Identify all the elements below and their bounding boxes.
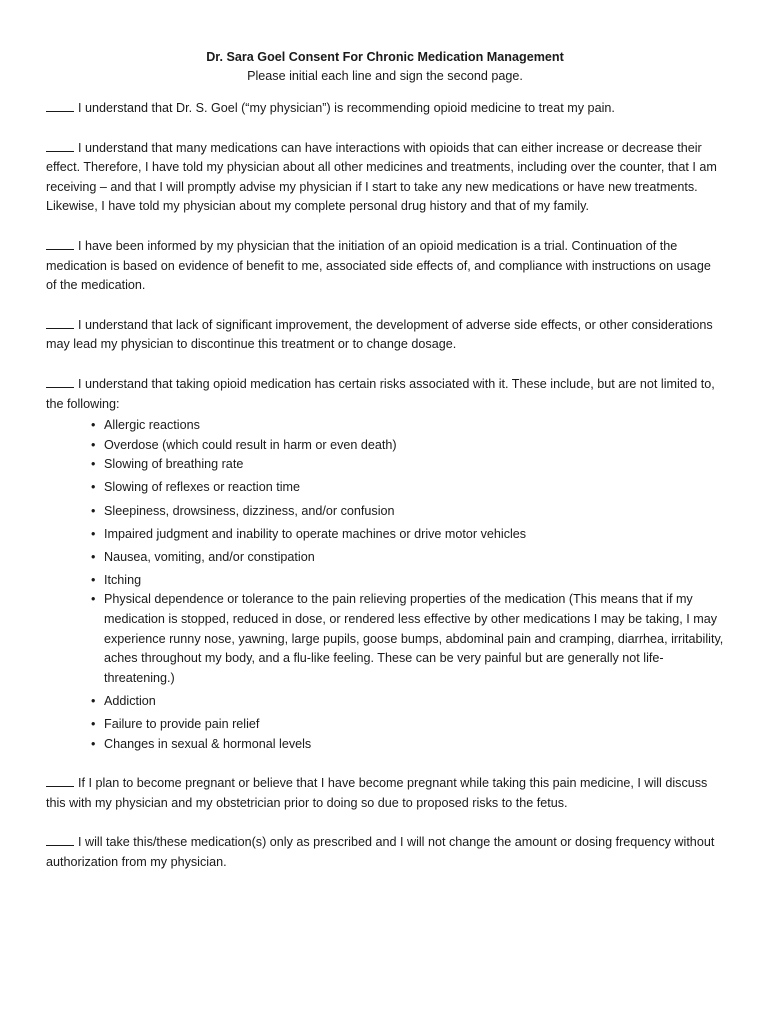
initial-blank[interactable]: [46, 832, 74, 846]
risk-item: • Overdose (which could result in harm or even death): [91, 436, 724, 456]
clause-text: I will take this/these medication(s) only as prescribed and I will not change the amount or dosing frequency without authorization from my physician.: [46, 835, 715, 869]
clause-text: I understand that Dr. S. Goel (“my physician”) is recommending opioid medicine to treat my pain.: [78, 101, 615, 115]
initial-blank[interactable]: [46, 315, 74, 329]
clause-dosing: [46, 832, 724, 872]
risk-item: • Addiction: [91, 692, 724, 712]
initial-blank[interactable]: [46, 374, 74, 388]
risk-item: • Slowing of reflexes or reaction time: [91, 478, 724, 498]
risk-item: • Sleepiness, drowsiness, dizziness, and/or confusion: [91, 502, 724, 522]
clause-text: I understand that lack of significant improvement, the development of adverse side effects, or other considerations may lead my physician to discontinue this treatment or to change dosage.: [46, 317, 713, 352]
risk-item: • Itching: [91, 571, 724, 591]
clause-text: I understand that taking opioid medication has certain risks associated with it. These include, but are not limited to, the following:: [46, 376, 715, 411]
clause-text: If I plan to become pregnant or believe that I have become pregnant while taking this pain medicine, I will discuss this with my physician and my obstetrician prior to doing so due to proposed risks to the fetus.: [46, 776, 708, 810]
initial-blank[interactable]: [46, 98, 74, 112]
clause-physician-recommendation: [46, 98, 724, 119]
risk-item: • Failure to provide pain relief: [91, 715, 724, 735]
initial-blank[interactable]: [46, 138, 74, 152]
risk-list: [46, 416, 724, 754]
clause-discontinue-treatment: [46, 315, 724, 355]
initial-blank[interactable]: [46, 773, 74, 787]
risk-item: • Slowing of breathing rate: [91, 455, 724, 475]
clause-text: I have been informed by my physician that the initiation of an opioid medication is a trial. Continuation of the medication is based on evidence of benefit to me, associated side effects of, and compliance with instructions on usage of the medication.: [46, 238, 711, 293]
risk-item: • Physical dependence or tolerance to the pain relieving properties of the medication (This means that if my medication is stopped, reduced in dose, or rendered less effective by other medications I may be taking, I may experience runny nose, yawning, large pupils, goose bumps, abdominal pain and cramping, diarrhea, irritability, aches throughout my body, and a flu-like feeling. These can be very painful but are generally not life-threatening.): [91, 590, 724, 688]
clause-risks: [46, 374, 724, 754]
risk-item: • Impaired judgment and inability to operate machines or drive motor vehicles: [91, 525, 724, 545]
initial-blank[interactable]: [46, 236, 74, 250]
risk-item: • Nausea, vomiting, and/or constipation: [91, 548, 724, 568]
risk-item: • Changes in sexual & hormonal levels: [91, 735, 724, 755]
clause-pregnancy: [46, 773, 724, 813]
document-title: Dr. Sara Goel Consent For Chronic Medication Management: [206, 50, 564, 64]
clause-drug-interactions: [46, 138, 724, 217]
risk-item: • Allergic reactions: [91, 416, 724, 436]
clause-text: I understand that many medications can have interactions with opioids that can either increase or decrease their effect. Therefore, I have told my physician about all other medicines and treatments, including over the counter, that I am receiving – and that I will promptly advise my physician if I start to take any new medications or have new treatments. Likewise, I have told my physician about my complete personal drug history and that of my family.: [46, 140, 717, 214]
clause-risks-intro: [46, 374, 724, 414]
clause-trial-medication: [46, 236, 724, 296]
document-subtitle: Please initial each line and sign the second page.: [247, 69, 523, 83]
